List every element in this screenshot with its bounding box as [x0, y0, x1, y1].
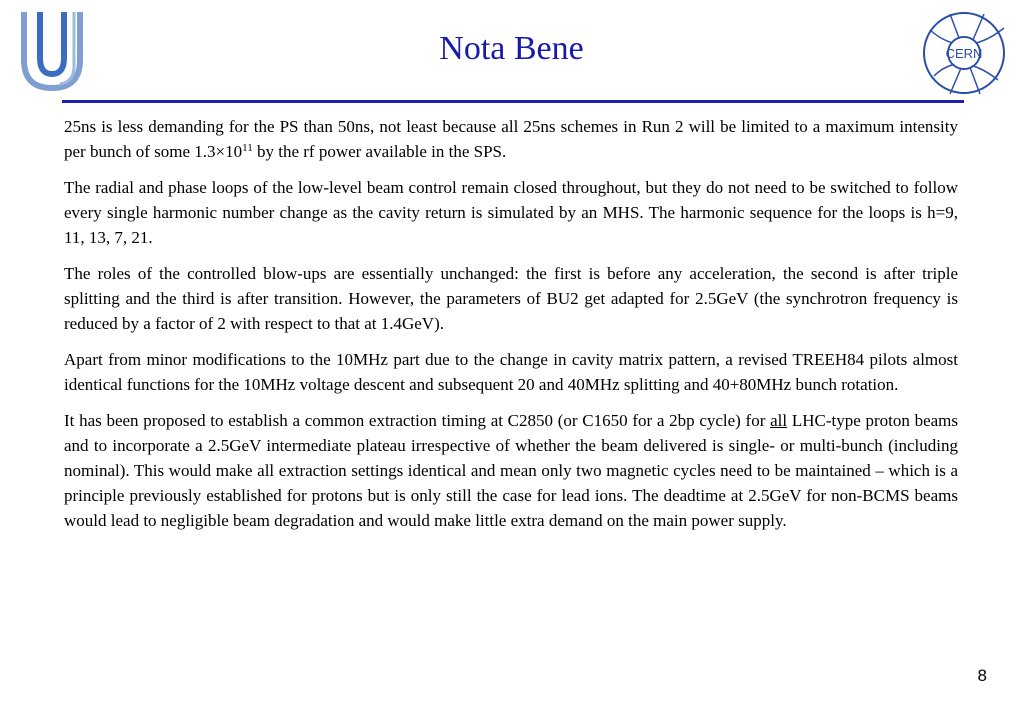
exponent: 11 [242, 142, 253, 154]
paragraph-5-tail: LHC-type proton beams and to incorporate a 2.5GeV intermediate plateau irrespective of whether the beam delivered is single- or multi-bunch (including nominal). This would make all extraction settings identical and mean only two magnetic cycles need to be maintained – which is a principle previously established for protons but is only still the case for lead ions. The deadtime at 2.5GeV for non-BCMS beams would lead to negligible beam degradation and would make little extra demand on the main power supply. [64, 411, 958, 530]
cern-logo-text: CERN [945, 46, 983, 61]
page-title: Nota Bene [439, 30, 584, 67]
paragraph-1 [64, 114, 958, 164]
paragraph-5-text: It has been proposed to establish a common extraction timing at C2850 (or C1650 for a 2bp cycle) for [64, 411, 771, 430]
page-number: 8 [977, 666, 987, 685]
paragraph-1-tail: by the rf power available in the SPS. [252, 142, 507, 161]
body-text [64, 114, 958, 544]
paragraph-1-text: 25ns is less demanding for the PS than 50ns, not least because all 25ns schemes in Run 2 will be limited to a maximum intensity per bunch of some 1.3×10 [64, 117, 958, 161]
title-divider [62, 100, 964, 103]
paragraph-2: The radial and phase loops of the low-level beam control remain closed throughout, but they do not need to be switched to follow every single harmonic number change as the cavity return is simulated by an MHS. The harmonic sequence for the loops is h=9, 11, 13, 7, 21. [64, 178, 958, 247]
paragraph-4: Apart from minor modifications to the 10MHz part due to the change in cavity matrix pattern, a revised TREEH84 pilots almost identical functions for the 10MHz voltage descent and subsequent 20 and 40MHz splitting and 40+80MHz bunch rotation. [64, 350, 958, 394]
paragraph-3: The roles of the controlled blow-ups are essentially unchanged: the first is before any acceleration, the second is after triple splitting and the third is after transition. However, the parameters of BU2 get adapted for 2.5GeV (the synchrotron frequency is reduced by a factor of 2 with respect to that at 1.4GeV). [64, 264, 958, 333]
emphasis-all: all [770, 411, 788, 430]
paragraph-5 [64, 408, 958, 533]
cern-logo-icon [920, 10, 1008, 96]
